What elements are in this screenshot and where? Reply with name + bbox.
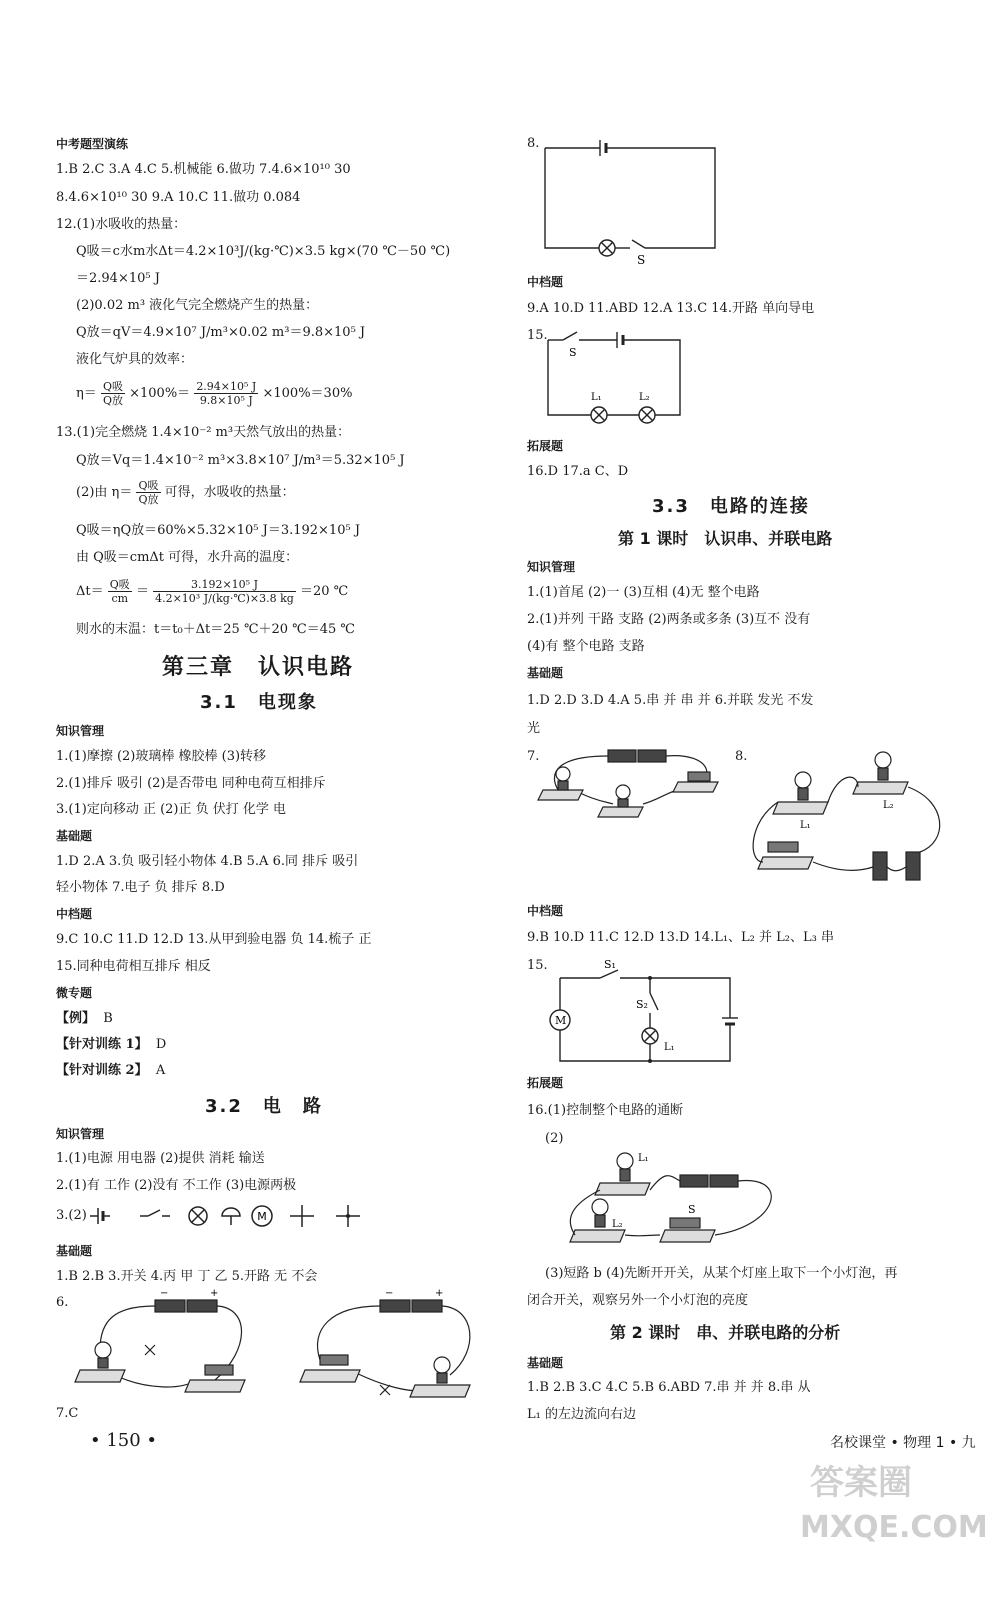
heading-weizhuanti: 微专题 <box>56 986 93 1000</box>
answer-line: 2.(1)有 工作 (2)没有 不工作 (3)电源两极 <box>56 1178 297 1193</box>
formula-line: 由 Q吸＝cmΔt 可得，水升高的温度： <box>76 550 299 565</box>
svg-text:L₁: L₁ <box>591 392 602 403</box>
answer-line: 6. <box>56 1295 69 1310</box>
svg-text:L₁: L₁ <box>664 1042 675 1053</box>
practice-answer: 【针对训练 1】 D <box>56 1037 167 1052</box>
circuit-figure-15 <box>545 330 685 425</box>
answer-line: 12.(1)水吸收的热量： <box>56 217 187 232</box>
svg-text:L₂: L₂ <box>639 392 650 403</box>
circuit-figure-16 <box>570 1135 800 1250</box>
answer-line: 闭合开关，观察另外一个小灯泡的亮度 <box>527 1293 749 1308</box>
svg-text:L₁: L₁ <box>800 820 811 831</box>
svg-text:−: − <box>385 1288 394 1299</box>
formula-line: Q吸＝c水m水Δt＝4.2×10³J/(kg·℃)×3.5 kg×(70 ℃－50 ℃) <box>76 244 451 259</box>
svg-text:L₂: L₂ <box>883 800 894 811</box>
watermark-logo: 答案圈 <box>810 1463 912 1503</box>
answer-line: 1.B 2.B 3.C 4.C 5.B 6.ABD 7.串 并 并 8.串 从 <box>527 1380 811 1395</box>
answer-line: 轻小物体 7.电子 负 排斥 8.D <box>56 880 225 895</box>
svg-text:S₁: S₁ <box>604 958 616 971</box>
heading-jichu: 基础题 <box>56 829 93 843</box>
answer-line: 15.同种电荷相互排斥 相反 <box>56 959 211 974</box>
lesson-title: 第 2 课时 串、并联电路的分析 <box>610 1323 841 1342</box>
formula-line: (2)由 η＝ $\frac{\text{Q吸}}{\text{Q放}}$ 可得，水吸收的热量： <box>76 479 295 506</box>
question-number: 15. <box>527 958 548 973</box>
answer-line: 1.(1)首尾 (2)一 (3)互相 (4)无 整个电路 <box>527 585 760 600</box>
svg-text:+: + <box>210 1288 219 1299</box>
answer-line: 1.D 2.D 3.D 4.A 5.串 并 串 并 6.并联 发光 不发 <box>527 693 814 708</box>
section-title: 3.1 电现象 <box>200 692 318 713</box>
svg-text:S₂: S₂ <box>636 998 648 1011</box>
formula-line: (2)0.02 m³ 液化气完全燃烧产生的热量： <box>76 298 319 313</box>
answer-line: 16.D 17.a C、D <box>527 464 629 479</box>
switch-label: S <box>637 253 646 267</box>
circuit-figure-15b <box>540 958 740 1068</box>
motor-symbol-label: M <box>257 1210 267 1223</box>
question-number: 8. <box>735 749 748 764</box>
practice-answer: 【针对训练 2】 A <box>56 1063 166 1078</box>
formula-line: Q放＝Vq＝1.4×10⁻² m³×3.8×10⁷ J/m³＝5.32×10⁵ J <box>76 453 405 468</box>
formula-line: ＝2.94×10⁵ J <box>76 271 160 286</box>
circuit-figure-8 <box>540 140 720 265</box>
answer-line: 7.C <box>56 1406 79 1421</box>
answer-line: 2.(1)排斥 吸引 (2)是否带电 同种电荷互相排斥 <box>56 776 326 791</box>
answer-line: 9.B 10.D 11.C 12.D 13.D 14.L₁、L₂ 并 L₂、L₃ 串 <box>527 930 834 945</box>
answer-line: 1.B 2.B 3.开关 4.丙 甲 丁 乙 5.开路 无 不会 <box>56 1269 318 1284</box>
circuit-figure-7 <box>538 742 728 822</box>
temperature-formula: Δt＝ $\frac{\text{Q吸}}{cm}$ ＝ $\frac{\text{3.192×10⁵ J}}{\text{4.2×10³ J/(kg·℃)×3.8 kg}}$ ＝20 ℃ <box>76 578 349 605</box>
efficiency-formula: η＝ $\frac{\text{Q吸}}{\text{Q放}}$ ×100%＝ $\frac{\text{2.94×10⁵ J}}{\text{9.8×10⁵ J}}$ ×100%＝30% <box>76 380 353 407</box>
formula-line: 则水的末温：t＝t₀＋Δt＝25 ℃＋20 ℃＝45 ℃ <box>76 622 355 637</box>
answer-line: 16.(1)控制整个电路的通断 <box>527 1103 684 1118</box>
answer-line: 1.B 2.C 3.A 4.C 5.机械能 6.做功 7.4.6×10¹⁰ 30 <box>56 162 351 177</box>
heading-tuozhan: 拓展题 <box>527 1076 564 1090</box>
answer-line: 13.(1)完全燃烧 1.4×10⁻² m³天然气放出的热量： <box>56 425 351 440</box>
answer-line: 3.(1)定向移动 正 (2)正 负 伏打 化学 电 <box>56 802 287 817</box>
svg-text:L₂: L₂ <box>612 1219 623 1230</box>
answer-line: 光 <box>527 721 541 736</box>
question-number: 7. <box>527 749 540 764</box>
heading-jichu: 基础题 <box>527 666 564 680</box>
heading-zhongdang: 中档题 <box>56 907 93 921</box>
formula-line: Q放＝qV＝4.9×10⁷ J/m³×0.02 m³＝9.8×10⁵ J <box>76 325 366 340</box>
heading-zhongdang: 中档题 <box>527 275 564 289</box>
heading-zhishi: 知识管理 <box>527 560 576 574</box>
answer-line: 8.4.6×10¹⁰ 30 9.A 10.C 11.做功 0.084 <box>56 190 301 205</box>
answer-line: L₁ 的左边流向右边 <box>527 1407 636 1422</box>
svg-text:−: − <box>160 1288 169 1299</box>
heading-jichu: 基础题 <box>56 1244 93 1258</box>
circuit-figure-6a <box>75 1290 265 1400</box>
answer-line: 3.(2) <box>56 1208 87 1223</box>
circuit-figure-8b <box>748 742 963 882</box>
answer-line: (2) <box>545 1131 564 1146</box>
answer-line: 1.(1)摩擦 (2)玻璃棒 橡胶棒 (3)转移 <box>56 749 267 764</box>
example-answer: 【例】 B <box>56 1011 113 1026</box>
answer-line: 1.(1)电源 用电器 (2)提供 消耗 输送 <box>56 1151 265 1166</box>
circuit-symbols <box>90 1203 370 1229</box>
footer-book-title: 名校课堂 • 物理 1 • 九 <box>830 1435 976 1451</box>
answer-line: (3)短路 b (4)先断开开关，从某个灯座上取下一个小灯泡，再 <box>545 1266 898 1281</box>
formula-line: Q吸＝ηQ放＝60%×5.32×10⁵ J＝3.192×10⁵ J <box>76 523 361 538</box>
svg-text:M: M <box>555 1014 567 1027</box>
page-number: • 150 • <box>90 1430 158 1451</box>
answer-line: 1.D 2.A 3.负 吸引轻小物体 4.B 5.A 6.同 排斥 吸引 <box>56 854 359 869</box>
lesson-title: 第 1 课时 认识串、并联电路 <box>618 529 833 548</box>
question-number: 15. <box>527 328 548 343</box>
answer-line: 2.(1)并列 干路 支路 (2)两条或多条 (3)互不 没有 <box>527 612 811 627</box>
answer-line: (4)有 整个电路 支路 <box>527 639 645 654</box>
svg-text:S: S <box>688 1203 696 1216</box>
formula-line: 液化气炉具的效率： <box>76 352 194 367</box>
watermark-text: MXQE.COM <box>800 1510 988 1545</box>
svg-text:L₁: L₁ <box>638 1153 649 1164</box>
section-title: 3.3 电路的连接 <box>652 496 810 517</box>
section-title: 3.2 电 路 <box>205 1096 323 1117</box>
heading-zhishi: 知识管理 <box>56 724 105 738</box>
question-number: 8. <box>527 136 540 151</box>
answer-line: 9.C 10.C 11.D 12.D 13.从甲到验电器 负 14.梳子 正 <box>56 932 372 947</box>
circuit-figure-6b <box>300 1290 490 1405</box>
heading-zhongkao: 中考题型演练 <box>56 137 129 151</box>
chapter-title: 第三章 认识电路 <box>162 655 355 680</box>
right-column <box>500 0 1000 1600</box>
heading-zhongdang: 中档题 <box>527 904 564 918</box>
answer-line: 9.A 10.D 11.ABD 12.A 13.C 14.开路 单向导电 <box>527 301 815 316</box>
svg-text:S: S <box>569 346 577 359</box>
svg-text:+: + <box>435 1288 444 1299</box>
heading-jichu: 基础题 <box>527 1356 564 1370</box>
heading-tuozhan: 拓展题 <box>527 439 564 453</box>
heading-zhishi: 知识管理 <box>56 1127 105 1141</box>
